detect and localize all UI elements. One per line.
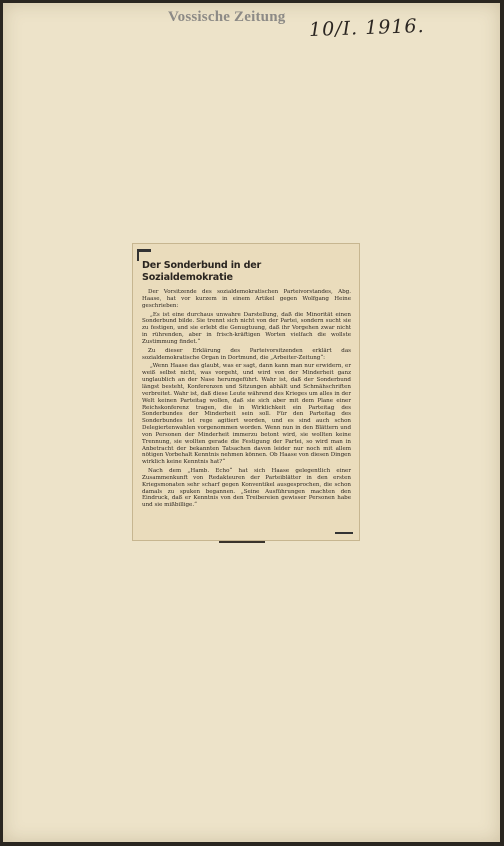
end-rule — [335, 532, 353, 534]
article-body — [142, 289, 351, 509]
corner-rule — [137, 249, 151, 252]
separator-rule — [219, 541, 265, 543]
article-paragraph: „Wenn Haase das glaubt, was er sagt, dann kann man nur erwidern, er weiß selbst nicht, was vorgeht, und wird von der Minderheit ganz unglaublich an der Nase herumgeführt. Wahr ist, daß der Sonderbund längst besteht, Konferenzen und Sitzungen abhält und Schmähschriften verbreitet. Wahr ist, daß diese Leute während des Krieges um alles in der Welt keinen Parteitag wollen, daß sie sich aber mit dem Plane einer Reichskonferenz tragen, die in Wirklichkeit ein Parteitag des Sonderbundes der Minderheit sein soll. Für den Parteitag des Sonderbundes ist rege agitiert worden, und es sind auch schon Delegiertenwahlen vorgenommen worden. Wenn nun in den Blättern und von Personen der Minderheit immerzu betont wird, sie wollten keine Trennung, sie wollten gerade die Festigung der Partei, so wird man in Anbetracht der bekannten Tatsachen davon leider nur noch mit allem nötigen Vorbehalt Kenntnis nehmen können. Ob Haase von diesen Dingen wirklich keine Kenntnis hat?“ — [142, 363, 351, 466]
article-headline: Der Sonderbund in der Sozialdemokratie — [142, 260, 262, 283]
newspaper-stamp: Vossische Zeitung — [168, 9, 286, 25]
article-paragraph: Der Vorsitzende des sozialdemokratischen Parteivorstandes, Abg. Haase, hat vor kurzem in einem Artikel gegen Wolfgang Heine geschrieben: — [142, 289, 351, 309]
corner-rule — [137, 249, 139, 261]
article-paragraph: „Es ist eine durchaus unwahre Darstellung, daß die Minorität einen Sonderbund bilde. Sie trennt sich nicht von der Partei, sondern sucht sie zu festigen, und sie erlebt die Genugtuung, daß ihr Vorgehen zwar nicht in rührenden, aber in frisch-kräftigen Worten vielfach die wollste Zustimmung findet.“ — [142, 311, 351, 345]
newspaper-clipping — [132, 243, 360, 541]
handwritten-date: 10/I. 1916. — [308, 14, 425, 42]
article-paragraph: Zu dieser Erklärung des Parteivorsitzenden erklärt das sozialdemokratische Organ in Dortmund, die „Arbeiter-Zeitung“: — [142, 347, 351, 361]
article-paragraph: Nach dem „Hamb. Echo“ hat sich Haase gelegentlich einer Zusammenkunft von Redakteuren der Parteiblätter in den ersten Kriegsmonaten sehr scharf gegen Konventikel ausgesprochen, die schon damals zu spuken begannen. „Seine Ausführungen machten den Eindruck, daß er Kenntnis von den Treibereien gewisser Personen habe und sie mißbillige.“ — [142, 468, 351, 509]
